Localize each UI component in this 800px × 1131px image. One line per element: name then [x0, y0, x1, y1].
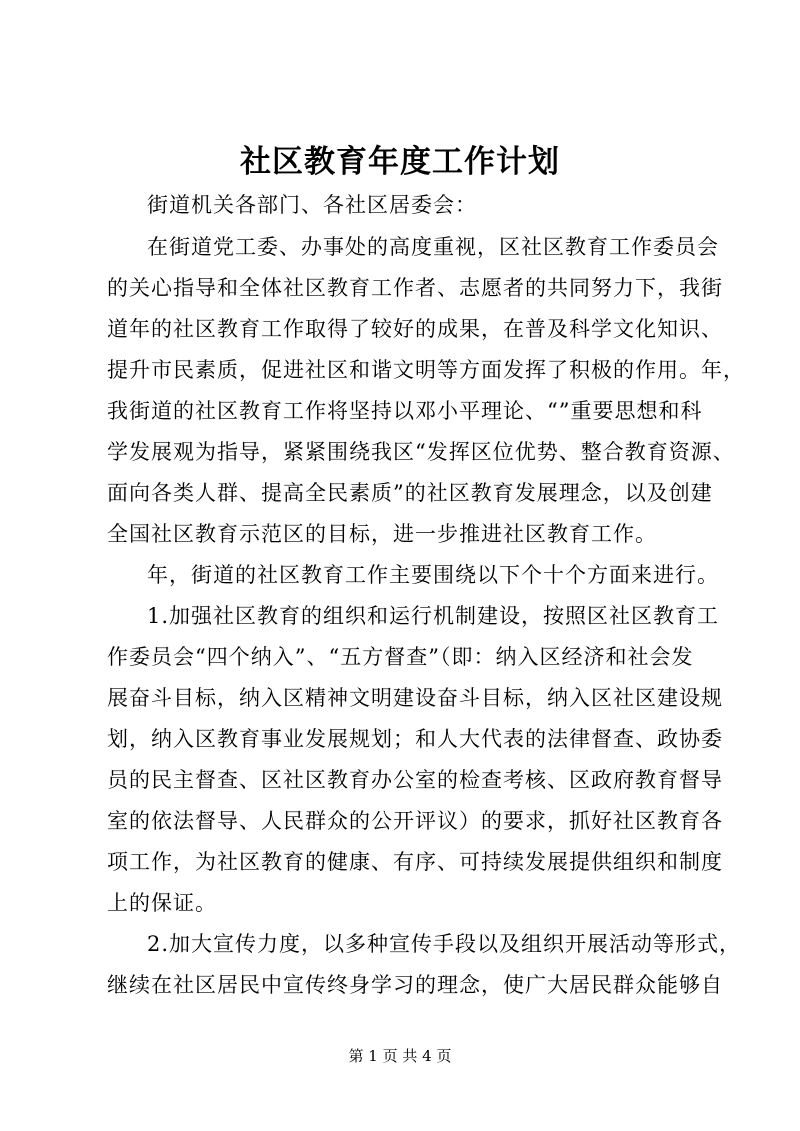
salutation-line: 街道机关各部门、各社区居委会： — [147, 193, 477, 217]
body-line: 2.加大宣传力度，以多种宣传手段以及组织开展活动等形式， — [147, 932, 742, 956]
document-title: 社区教育年度工作计划 — [240, 144, 560, 180]
body-line: 提升市民素质，促进社区和谐文明等方面发挥了积极的作用。年， — [107, 358, 745, 382]
body-line: 的关心指导和全体社区教育工作者、志愿者的共同努力下，我街 — [107, 276, 723, 300]
body-line: 年，街道的社区教育工作主要围绕以下个十个方面来进行。 — [147, 563, 719, 587]
body-line: 面向各类人群、提高全民素质”的社区教育发展理念，以及创建 — [107, 481, 713, 505]
body-line: 道年的社区教育工作取得了较好的成果，在普及科学文化知识、 — [107, 317, 723, 341]
page-footer: 第 1 页 共 4 页 — [348, 1047, 452, 1065]
body-line: 员的民主督查、区社区教育办公室的检查考核、区政府教育督导 — [107, 768, 723, 792]
body-line: 室的依法督导、人民群众的公开评议）的要求，抓好社区教育各 — [107, 809, 723, 833]
body-line: 上的保证。 — [107, 891, 217, 915]
body-line: 作委员会“四个纳入”、“五方督查”（即：纳入区经济和社会发 — [107, 645, 694, 669]
body-line: 继续在社区居民中宣传终身学习的理念，使广大居民群众能够自 — [107, 973, 723, 997]
body-line: 学发展观为指导，紧紧围绕我区“发挥区位优势、整合教育资源、 — [107, 440, 735, 464]
body-line: 全国社区教育示范区的目标，进一步推进社区教育工作。 — [107, 522, 657, 546]
body-line: 我街道的社区教育工作将坚持以邓小平理论、“”重要思想和科 — [107, 399, 703, 423]
body-line: 划，纳入区教育事业发展规划；和人大代表的法律督查、政协委 — [107, 727, 723, 751]
body-line: 展奋斗目标，纳入区精神文明建设奋斗目标，纳入区社区建设规 — [107, 686, 723, 710]
body-line: 1.加强社区教育的组织和运行机制建设，按照区社区教育工 — [147, 604, 720, 628]
body-line: 在街道党工委、办事处的高度重视，区社区教育工作委员会 — [147, 235, 719, 259]
body-line: 项工作，为社区教育的健康、有序、可持续发展提供组织和制度 — [107, 850, 723, 874]
